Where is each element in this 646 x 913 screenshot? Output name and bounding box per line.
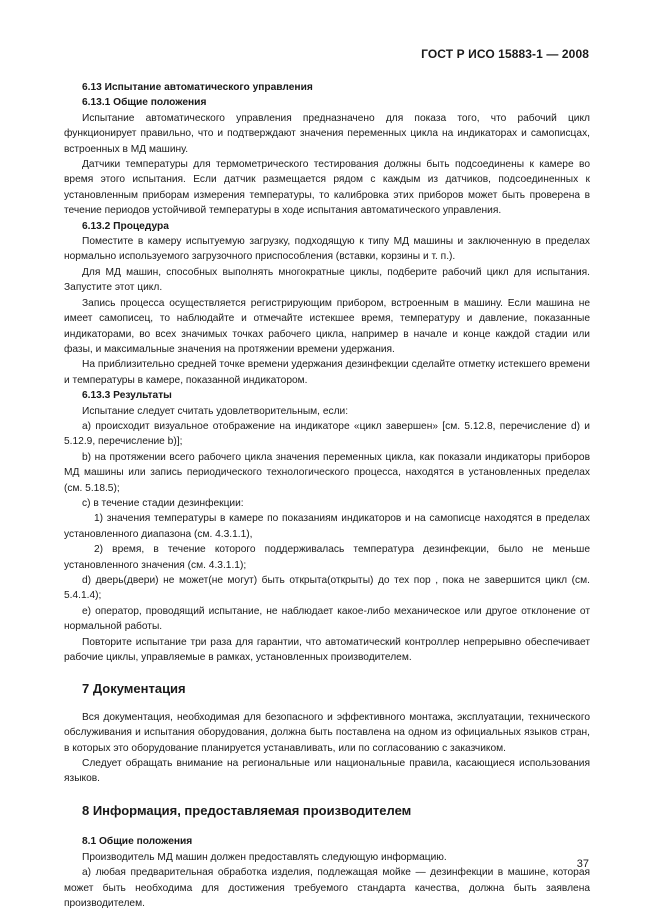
list-item-e: e) оператор, проводящий испытание, не наблюдает какое-либо механическое или другое отклонение от нормальной работы. <box>64 605 590 633</box>
document-header: ГОСТ Р ИСО 15883-1 — 2008 <box>421 47 589 61</box>
paragraph: Производитель МД машин должен предоставлять следующую информацию. <box>82 851 447 863</box>
paragraph: Поместите в камеру испытуемую загрузку, подходящую к типу МД машины и заключенную в пределах нормально используемого загрузочного приспособления (вставки, корзины и т. п.). <box>64 236 590 263</box>
page-number: 37 <box>576 858 589 870</box>
list-item-a: a) любая предварительная обработка изделия, подлежащая мойке — дезинфекции в машине, которая может быть необходима для достижения требуемого стандарта качества, должна быть заявлена производителем. <box>64 867 590 909</box>
paragraph: Испытание автоматического управления предназначено для показа того, что рабочий цикл функционирует правильно, что и подтверждают значения переменных цикла на индикаторах и самописцах, встроенных в МД машину. <box>64 112 590 155</box>
paragraph: Запись процесса осуществляется регистрирующим прибором, встроенным в машину. Если машина не имеет самописец, то наблюдайте и отмечайте истекшее время, температуру и давление, показанные индикаторами, во всех значимых точках рабочего цикла, например в начале и конце каждой стадии или фазы, и максимальные значения на протяжении времени удержания. <box>64 297 590 355</box>
section-6-13-2-heading: 6.13.2 Процедура <box>82 220 169 232</box>
paragraph: Датчики температуры для термометрического тестирования должны быть подсоединены к камере во время этого испытания. Если датчик размещается рядом с каждым из датчиков, подсоединенных к установленным приборам измерения температуры, то калибровка этих приборов может быть проверена в течение периодов устойчивой температуры в ходе испытания автоматического управления. <box>64 159 590 217</box>
list-item-c: c) в течение стадии дезинфекции: <box>82 497 244 509</box>
paragraph: Для МД машин, способных выполнять многократные циклы, подберите рабочий цикл для испытания. Запустите этот цикл. <box>64 266 590 294</box>
section-8-1-heading: 8.1 Общие положения <box>82 836 193 848</box>
list-item-c-1: 1) значения температуры в камере по показаниям индикаторов и на самописце находятся в пределах установленного диапазона (см. 4.3.1.1), <box>64 513 590 540</box>
section-6-13-1-heading: 6.13.1 Общие положения <box>82 97 207 109</box>
section-6-13-heading: 6.13 Испытание автоматического управления <box>82 82 313 93</box>
document-body <box>64 80 590 911</box>
section-8-heading: 8 Информация, предоставляемая производителем <box>82 802 412 818</box>
paragraph: Вся документация, необходимая для безопасного и эффективного монтажа, эксплуатации, технического обслуживания и испытания оборудования, должна быть поставлена на одном из официальных языков стран, в которых это оборудование планируется устанавливать, или по согласованию с заказчиком. <box>64 711 590 754</box>
list-item-b: b) на протяжении всего рабочего цикла значения переменных цикла, как показали индикаторы приборов МД машины или запись периодического технологического процесса, находятся в установленных пределах (см. 5.18.5); <box>64 451 590 494</box>
list-item-d: d) дверь(двери) не может(не могут) быть открыта(открыты) до тех пор , пока не завершится цикл (см. 5.4.1.4); <box>64 575 590 602</box>
list-item-c-2: 2) время, в течение которого поддерживалась температура дезинфекции, было не меньше установленного значения (см. 4.3.1.1); <box>64 544 590 571</box>
list-item-a: a) происходит визуальное отображение на индикаторе «цикл завершен» [см. 5.12.8, перечисление d) и 5.12.9, перечисление b)]; <box>64 420 590 448</box>
section-6-13-3-heading: 6.13.3 Результаты <box>82 390 172 402</box>
paragraph: Испытание следует считать удовлетворительным, если: <box>82 405 349 417</box>
paragraph: На приблизительно средней точке времени удержания дезинфекции сделайте отметку истекшего времени и температуры в камере, показанной индикатором. <box>64 359 590 386</box>
paragraph: Повторите испытание три раза для гарантии, что автоматический контроллер непрерывно обеспечивает рабочие циклы, управляемые в рамках, установленных производителем. <box>64 636 590 664</box>
section-7-heading: 7 Документация <box>82 681 186 697</box>
paragraph: Следует обращать внимание на региональные или национальные правила, касающиеся использования языков. <box>64 758 590 785</box>
